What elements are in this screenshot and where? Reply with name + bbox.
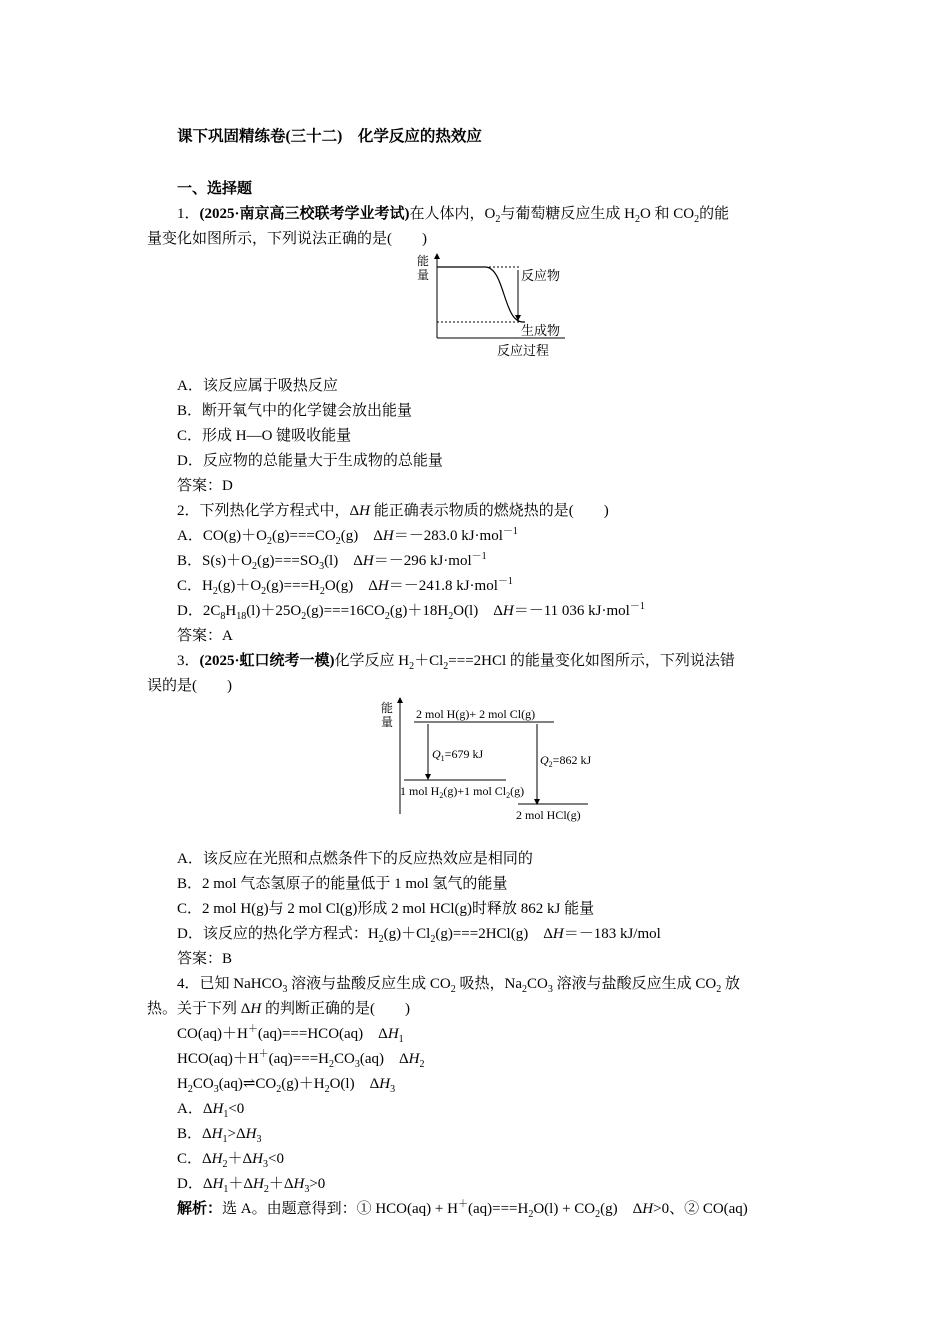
q1-option-b: B．断开氧气中的化学键会放出能量 — [177, 403, 413, 419]
q2-option-a: A．$CO(g)+O_2(g)===CO_2(g)$ ΔH＝－283.0 kJ·mol$^{-1}$ — [177, 526, 518, 547]
q1-y-label-2: 量 — [417, 268, 430, 282]
q4-analysis: 解析：选 A。由题意得到：① $HCO(aq) + H^+(aq)===H_2O(l) + CO_2(g)$ ΔH>0、② CO(aq) — [177, 1199, 748, 1220]
q3-option-b: B．2 mol 气态氢原子的能量低于 1 mol 氢气的能量 — [177, 876, 508, 892]
q3-top-label: 2 mol H(g)+ 2 mol Cl(g) — [416, 707, 536, 721]
q3-q2-label: $Q_2=862$ kJ — [540, 753, 592, 769]
q3-y-label-2: 量 — [381, 715, 394, 729]
q3-option-a: A．该反应在光照和点燃条件下的反应热效应是相同的 — [177, 851, 533, 867]
q4-option-d: D．$\Delta H_1+\Delta H_2+\Delta H_3>0$ — [177, 1176, 326, 1195]
q1-option-c: C．形成 H—O 键吸收能量 — [177, 428, 352, 444]
q2-option-d: D．$2C_8H_{18}(l)+25O_2(g)===16CO_2(g)+18H_2O(l)$ ΔH＝－11 036 kJ·mol$^{-1}$ — [177, 601, 645, 622]
q3-y-label-1: 能 — [381, 701, 394, 715]
q1-curve — [437, 267, 525, 322]
q3-stem-line2: 误的是( ) — [147, 678, 232, 694]
q1-stem-line1: 1．(2025·南京高三校联考学业考试)在人体内，$O_2$与葡萄糖反应生成 $H_2O$ 和 $CO_2$的能 — [177, 206, 730, 225]
q1-option-d: D．反应物的总能量大于生成物的总能量 — [177, 453, 443, 469]
q3-mid-label: 1 mol $H_2(g)+1$ mol $Cl_2(g)$ — [400, 784, 525, 800]
q3-q1-label: $Q_1=679$ kJ — [432, 747, 484, 763]
q1-energy-diagram — [415, 250, 575, 362]
q3-option-c: C．2 mol H(g)与 2 mol Cl(g)形成 2 mol HCl(g)时释放 862 kJ 能量 — [177, 901, 595, 917]
q2-option-c: C．$H_2(g)+O_2(g)===H_2O(g)$ ΔH＝－241.8 kJ·mol$^{-1}$ — [177, 576, 513, 597]
section-heading: 一、选择题 — [177, 181, 253, 197]
q1-answer: 答案：D — [177, 478, 233, 494]
q4-stem-line1: 4．已知 NaHCO$_3$ 溶液与盐酸反应生成 $CO_2$ 吸热，$Na_2CO_3$ 溶液与盐酸反应生成 $CO_2$ 放 — [177, 976, 740, 995]
q4-stem-line2: 热。关于下列 ΔH 的判断正确的是( ) — [147, 1001, 410, 1017]
q1-x-label: 反应过程 — [497, 343, 550, 358]
q1-stem-line2: 量变化如图所示，下列说法正确的是( ) — [147, 231, 427, 247]
q3-energy-diagram — [378, 696, 608, 826]
q4-option-a: A．$\Delta H_1<0$ — [177, 1101, 245, 1120]
q4-eq2: $HCO(aq)+H^+(aq)===H_2CO_3(aq)$ $\Delta H_2$ — [177, 1049, 425, 1070]
q4-option-c: C．$\Delta H_2+\Delta H_3<0$ — [177, 1151, 284, 1170]
q3-answer: 答案：B — [177, 951, 233, 967]
q1-option-a: A．该反应属于吸热反应 — [177, 378, 338, 394]
q4-eq1: CO(aq)＋H＋(aq)===HCO(aq) $\Delta H_1$ — [177, 1024, 404, 1045]
q1-reactant-label: 反应物 — [521, 268, 561, 283]
q3-option-d: D．该反应的热化学方程式：$H_2(g)+Cl_2(g)===2HCl(g)$ ΔH＝－183 kJ/mol — [177, 926, 661, 945]
q4-eq3: $H_2CO_3(aq)\rightleftharpoons CO_2(g)+H_2O(l)$ $\Delta H_3$ — [177, 1076, 396, 1095]
q3-stem-line1: 3．(2025·虹口统考一模)化学反应 $H_2+Cl_2===2HCl$ 的能量变化如图所示，下列说法错 — [177, 653, 735, 672]
q2-option-b: B．$S(s)+O_2(g)===SO_3(l)$ ΔH＝－296 kJ·mol$^{-1}$ — [177, 551, 487, 572]
q4-option-b: B．$\Delta H_1>\Delta H_3$ — [177, 1126, 262, 1145]
page-title: 课下巩固精练卷(三十二) 化学反应的热效应 — [177, 128, 482, 145]
q2-stem: 2．下列热化学方程式中，ΔH 能正确表示物质的燃烧热的是( ) — [177, 503, 609, 519]
q1-product-label: 生成物 — [521, 323, 561, 338]
q2-answer: 答案：A — [177, 628, 233, 644]
q1-y-label-1: 能 — [417, 254, 430, 268]
q3-bottom-label: 2 mol HCl(g) — [516, 808, 581, 822]
